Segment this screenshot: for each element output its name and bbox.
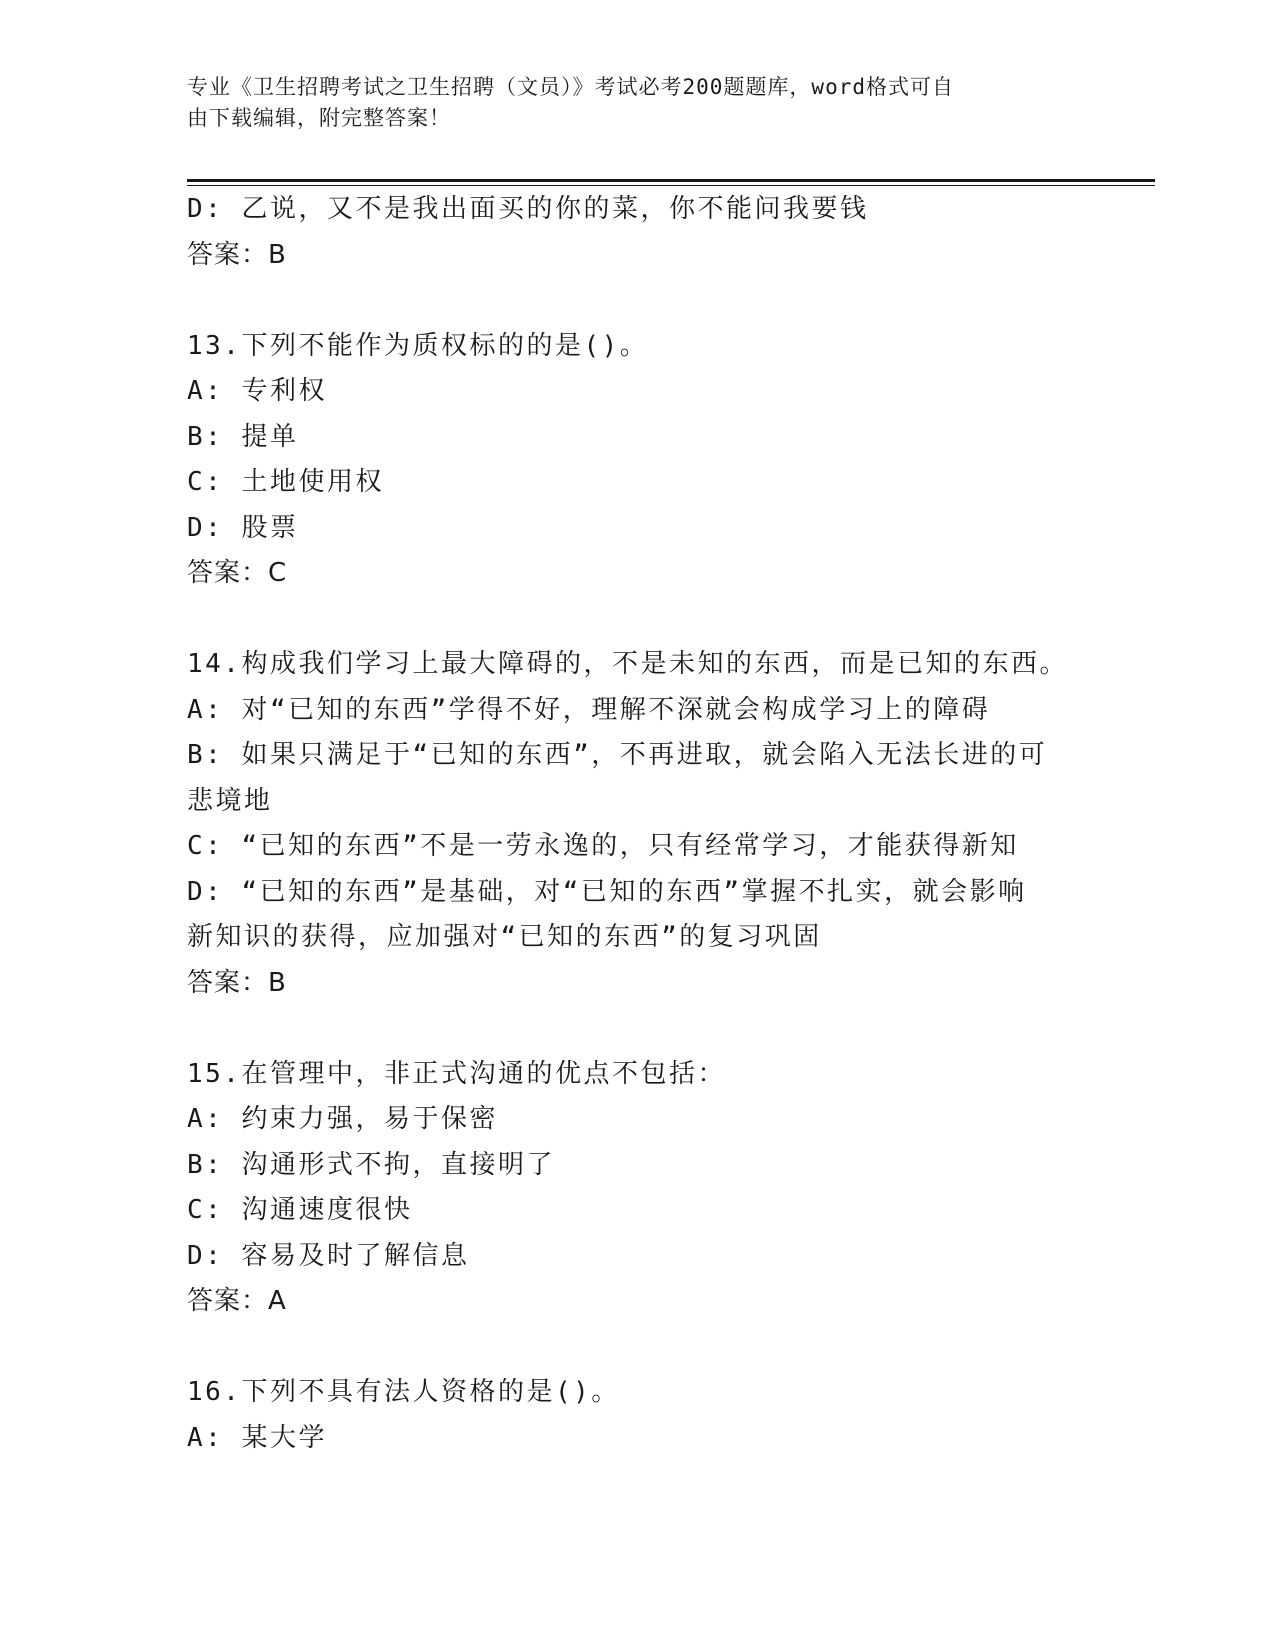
header-rule-thin [187,185,1155,186]
option-d: D: “已知的东西”是基础，对“已知的东西”掌握不扎实，就会影响 [187,876,1027,907]
spacer [187,1325,1087,1371]
answer: 答案：A [187,1286,287,1316]
option-b: B: 沟通形式不拘，直接明了 [187,1149,555,1180]
option-b: B: 如果只满足于“已知的东西”，不再进取，就会陷入无法长进的可 [187,740,1048,770]
option-b: B: 提单 [187,421,299,452]
question-14 [187,642,1087,1006]
header-line-2: 由下载编辑，附完整答案！ [187,106,451,130]
question-stem: 14.构成我们学习上最大障碍的，不是未知的东西，而是已知的东西。 [187,649,1068,679]
spacer [187,1006,1087,1052]
question-list [187,187,1087,1461]
option-d: D: 乙说，又不是我出面买的你的菜，你不能问我要钱 [187,194,869,224]
spacer [187,278,1087,324]
question-stem: 16.下列不具有法人资格的是()。 [187,1377,620,1407]
option-d: D: 股票 [187,512,299,543]
option-c: C: 土地使用权 [187,467,384,497]
question-13 [187,324,1087,597]
header-rule-thick [187,179,1155,182]
option-a: A: 对“已知的东西”学得不好，理解不深就会构成学习上的障碍 [187,694,991,725]
option-a: A: 专利权 [187,376,327,406]
option-a: A: 某大学 [187,1422,327,1453]
answer: 答案：B [187,239,287,270]
question-12-tail [187,187,1087,278]
option-b-continued: 悲境地 [187,785,273,816]
option-c: C: 沟通速度很快 [187,1195,413,1225]
option-c: C: “已知的东西”不是一劳永逸的，只有经常学习，才能获得新知 [187,831,1019,861]
spacer [187,597,1087,643]
answer: 答案：B [187,967,287,998]
option-d: D: 容易及时了解信息 [187,1240,470,1271]
page-header [187,72,1067,134]
question-15 [187,1052,1087,1325]
question-16 [187,1370,1087,1461]
option-a: A: 约束力强，易于保密 [187,1104,498,1134]
header-line-1: 专业《卫生招聘考试之卫生招聘（文员）》考试必考200题题库，word格式可自 [187,75,954,99]
question-stem: 13.下列不能作为质权标的的是()。 [187,330,649,361]
answer: 答案：C [187,558,288,588]
question-stem: 15.在管理中，非正式沟通的优点不包括： [187,1058,726,1089]
option-d-continued: 新知识的获得，应加强对“已知的东西”的复习巩固 [187,922,822,952]
